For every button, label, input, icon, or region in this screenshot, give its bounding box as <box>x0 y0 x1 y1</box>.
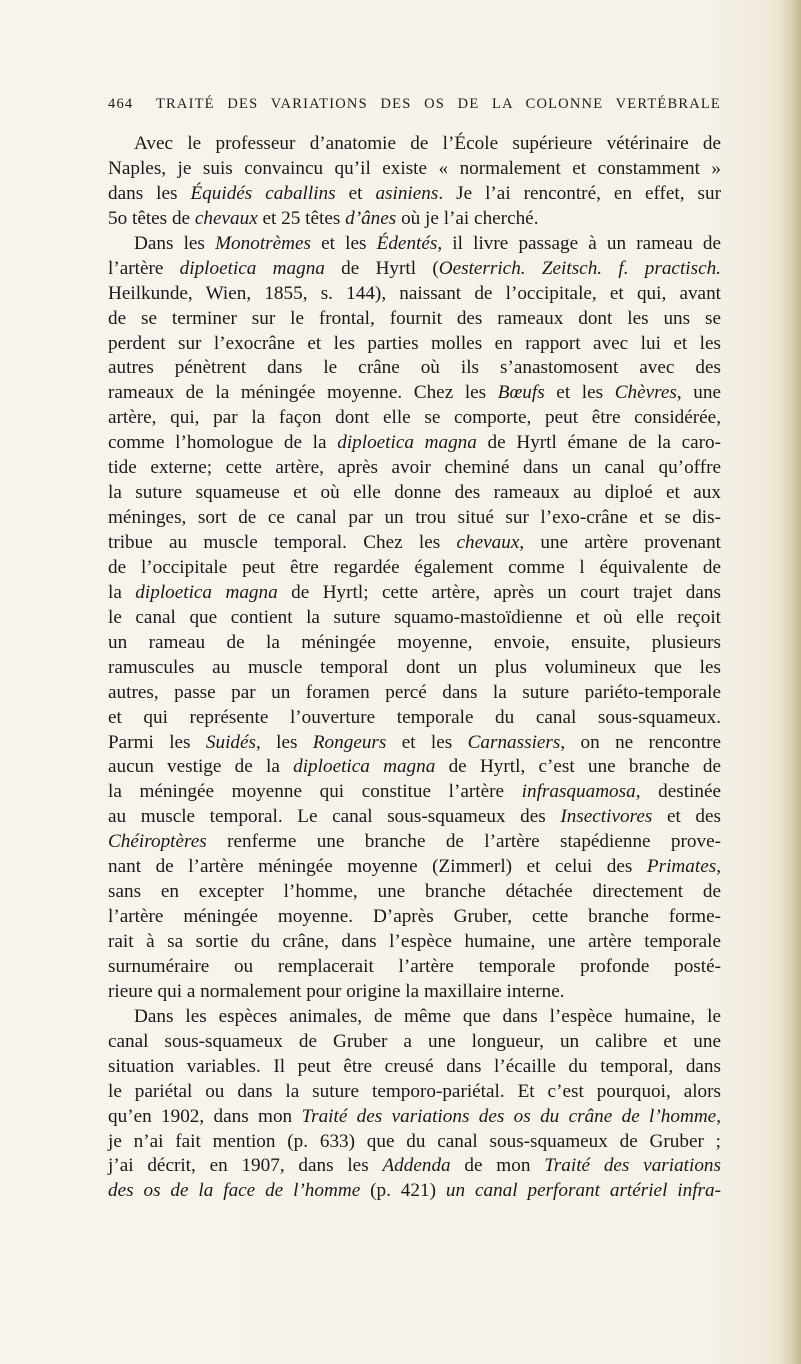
page-edge-shading <box>779 0 801 1364</box>
italic-run: Carnassiers <box>467 731 561 753</box>
text-line <box>108 481 721 506</box>
text-run: . Je l’ai rencontré, en effet, sur <box>438 182 721 204</box>
text-line <box>108 257 721 282</box>
text-line <box>108 207 721 232</box>
text-run: nant de l’artère méningée moyenne (Zimmerl) et celui des <box>108 856 647 878</box>
text-run: un rameau de la méningée moyenne, envoie, ensuite, plusieurs <box>108 631 721 653</box>
text-line <box>108 706 721 731</box>
text-run: , on ne rencontre <box>560 731 721 753</box>
italic-run: diploetica magna <box>135 581 278 603</box>
text-run: situation variables. Il peut être creusé dans l’écaille du temporal, dans <box>108 1055 721 1077</box>
italic-run: Traité des variations des os du crâne de l’homme <box>301 1105 717 1127</box>
text-line <box>108 381 721 406</box>
text-line <box>108 830 721 855</box>
text-run: , une artère provenant <box>519 532 721 553</box>
text-line <box>108 905 721 930</box>
text-line <box>108 681 721 706</box>
text-run: de mon <box>450 1155 545 1177</box>
text-line <box>108 731 721 756</box>
text-run: rameaux de la méningée moyenne. Chez les <box>108 382 498 404</box>
italic-run: asiniens <box>375 182 439 204</box>
text-run: , il livre passage à un rameau de <box>437 232 721 254</box>
text-line <box>108 805 721 830</box>
text-run: la <box>108 581 136 603</box>
text-line <box>108 1005 721 1030</box>
text-run: la méningée moyenne qui constitue l’artère <box>108 781 522 803</box>
text-line <box>108 606 721 631</box>
text-line <box>108 1179 721 1204</box>
paragraph <box>108 132 721 232</box>
italic-run: d’ânes <box>345 207 397 229</box>
text-run: artère, qui, par la façon dont elle se comporte, peut être considérée, <box>108 407 721 429</box>
text-run: , destinée <box>635 781 721 803</box>
text-run: de l’occipitale peut être regardée également comme l équivalente de <box>108 556 721 578</box>
text-run: l’artère méningée moyenne. D’après Gruber, cette branche forme- <box>108 906 721 928</box>
text-line <box>108 631 721 656</box>
text-run: Parmi les <box>108 731 206 753</box>
text-run: la suture squameuse et où elle donne des rameaux au diploé et aux <box>108 482 721 504</box>
italic-run: diploetica magna <box>293 756 436 778</box>
text-line <box>108 755 721 780</box>
text-run: l’artère <box>108 257 180 279</box>
italic-run: chevaux <box>194 207 258 229</box>
text-line <box>108 855 721 880</box>
text-run: ramuscules au muscle temporal dont un plus volumineux que les <box>108 656 721 678</box>
italic-run: Équidés caballins <box>190 182 336 204</box>
text-run: de Hyrtl ( <box>324 257 439 279</box>
italic-run: chevaux <box>456 532 520 553</box>
text-run: 5o têtes de <box>108 207 195 229</box>
text-run: le pariétal ou dans la suture temporo-pariétal. Et c’est pourquoi, alors <box>108 1080 721 1102</box>
text-line <box>108 332 721 357</box>
text-line <box>108 930 721 955</box>
italic-run: diploetica magna <box>179 257 325 279</box>
italic-run: Monotrèmes <box>215 232 311 254</box>
italic-run: Chèvres <box>614 382 677 404</box>
text-run: qu’en 1902, dans mon <box>108 1105 302 1127</box>
text-line <box>108 1154 721 1179</box>
text-run: canal sous-squameux de Gruber a une longueur, un calibre et une <box>108 1030 721 1052</box>
text-line <box>108 1130 721 1155</box>
text-line <box>108 880 721 905</box>
text-line <box>108 157 721 182</box>
text-run: où je l’ai cherché. <box>396 207 539 229</box>
italic-run: Traité des variations <box>544 1155 721 1177</box>
text-line <box>108 955 721 980</box>
text-run: Naples, je suis convaincu qu’il existe « normalement et constamment » <box>108 157 721 179</box>
italic-run: Édentés <box>376 232 438 254</box>
text-run: autres, passe par un foramen percé dans la suture pariéto-temporale <box>108 681 721 703</box>
text-line <box>108 506 721 531</box>
text-run: Dans les espèces animales, de même que dans l’espèce humaine, le <box>134 1005 721 1027</box>
text-run: , <box>716 1105 721 1127</box>
text-line <box>108 456 721 481</box>
text-run: Heilkunde, Wien, 1855, s. 144), naissant de l’occipitale, et qui, avant <box>108 282 721 304</box>
text-run: , une <box>676 382 721 404</box>
text-run: rait à sa sortie du crâne, dans l’espèce humaine, une artère temporale <box>108 931 721 952</box>
text-run: aucun vestige de la <box>108 756 294 778</box>
text-run: je n’ai fait mention (p. 633) que du canal sous-squameux de Gruber ; <box>108 1130 721 1152</box>
text-line <box>108 780 721 805</box>
italic-run: des os de la face de l’homme <box>108 1180 361 1202</box>
text-run: rieure qui a normalement pour origine la maxillaire interne. <box>108 980 565 1002</box>
text-run: (p. 421) <box>360 1180 446 1202</box>
text-line <box>108 1080 721 1105</box>
text-run: Dans les <box>134 232 216 254</box>
text-line <box>108 1105 721 1130</box>
text-run: comme l’homologue de la <box>108 432 338 454</box>
text-run: , les <box>255 731 313 753</box>
text-line <box>108 531 721 556</box>
text-line <box>108 182 721 207</box>
text-run: de Hyrtl, c’est une branche de <box>435 756 721 778</box>
text-line <box>108 1055 721 1080</box>
text-line <box>108 356 721 381</box>
text-run: de Hyrtl émane de la caro- <box>476 432 721 454</box>
italic-run: infrasquamosa <box>521 781 636 803</box>
italic-run: diploetica magna <box>337 432 477 454</box>
text-run: tribue au muscle temporal. Chez les <box>108 532 457 553</box>
italic-run: Addenda <box>382 1155 451 1177</box>
text-line <box>108 307 721 332</box>
body-text <box>108 132 721 1204</box>
text-line <box>108 1030 721 1055</box>
italic-run: Rongeurs <box>312 731 387 753</box>
text-run: sans en excepter l’homme, une branche détachée directement de <box>108 881 721 903</box>
text-run: Avec le professeur d’anatomie de l’École supérieure vétérinaire de <box>134 133 721 154</box>
running-header <box>108 96 721 118</box>
text-run: de se terminer sur le frontal, fournit des rameaux dont les uns se <box>108 307 721 329</box>
text-run: surnuméraire ou remplacerait l’artère temporale profonde posté- <box>108 955 721 977</box>
text-run: et 25 têtes <box>257 207 346 229</box>
italic-run: Suidés <box>205 731 256 753</box>
text-line <box>108 282 721 307</box>
text-run: renferme une branche de l’artère stapédienne prove- <box>206 831 721 853</box>
italic-run: un canal perforant artériel infra- <box>445 1180 722 1202</box>
text-line <box>108 431 721 456</box>
text-run: , <box>716 856 721 878</box>
text-line <box>108 980 721 1005</box>
italic-run: Bœufs <box>497 382 545 404</box>
text-run: le canal que contient la suture squamo-mastoïdienne et où elle reçoit <box>108 606 721 628</box>
italic-run: Primates <box>646 856 717 878</box>
text-line <box>108 132 721 157</box>
text-run: et <box>335 182 376 204</box>
text-run: et qui représente l’ouverture temporale du canal sous-squameux. <box>108 706 721 728</box>
text-run: perdent sur l’exocrâne et les parties molles en rapport avec lui et les <box>108 332 721 354</box>
text-line <box>108 232 721 257</box>
text-run: et les <box>310 232 377 254</box>
text-line <box>108 406 721 431</box>
paragraph <box>108 1005 721 1205</box>
text-line <box>108 581 721 606</box>
text-run: au muscle temporal. Le canal sous-squameux des <box>108 806 561 828</box>
text-line <box>108 656 721 681</box>
text-run: et les <box>544 382 615 404</box>
running-title: TRAITÉ DES VARIATIONS DES OS DE LA COLONNE VERTÉBRALE <box>156 96 721 112</box>
text-run: méninges, sort de ce canal par un trou situé sur l’exo-crâne et se dis- <box>108 507 721 529</box>
text-run: j’ai décrit, en 1907, dans les <box>108 1155 383 1177</box>
text-run: et les <box>386 731 468 753</box>
italic-run: Insectivores <box>560 806 653 828</box>
italic-run: Oesterrich. Zeitsch. f. practisch. <box>438 257 721 279</box>
italic-run: Chéiroptères <box>108 831 207 853</box>
text-line <box>108 556 721 581</box>
text-run: dans les <box>108 182 191 204</box>
text-run: tide externe; cette artère, après avoir cheminé dans un canal qu’offre <box>108 457 721 479</box>
paragraph <box>108 232 721 1005</box>
text-run: de Hyrtl; cette artère, après un court trajet dans <box>277 581 721 603</box>
text-run: et des <box>652 806 721 828</box>
page-number: 464 <box>108 96 134 112</box>
text-run: autres pénètrent dans le crâne où ils s’anastomosent avec des <box>108 357 721 379</box>
